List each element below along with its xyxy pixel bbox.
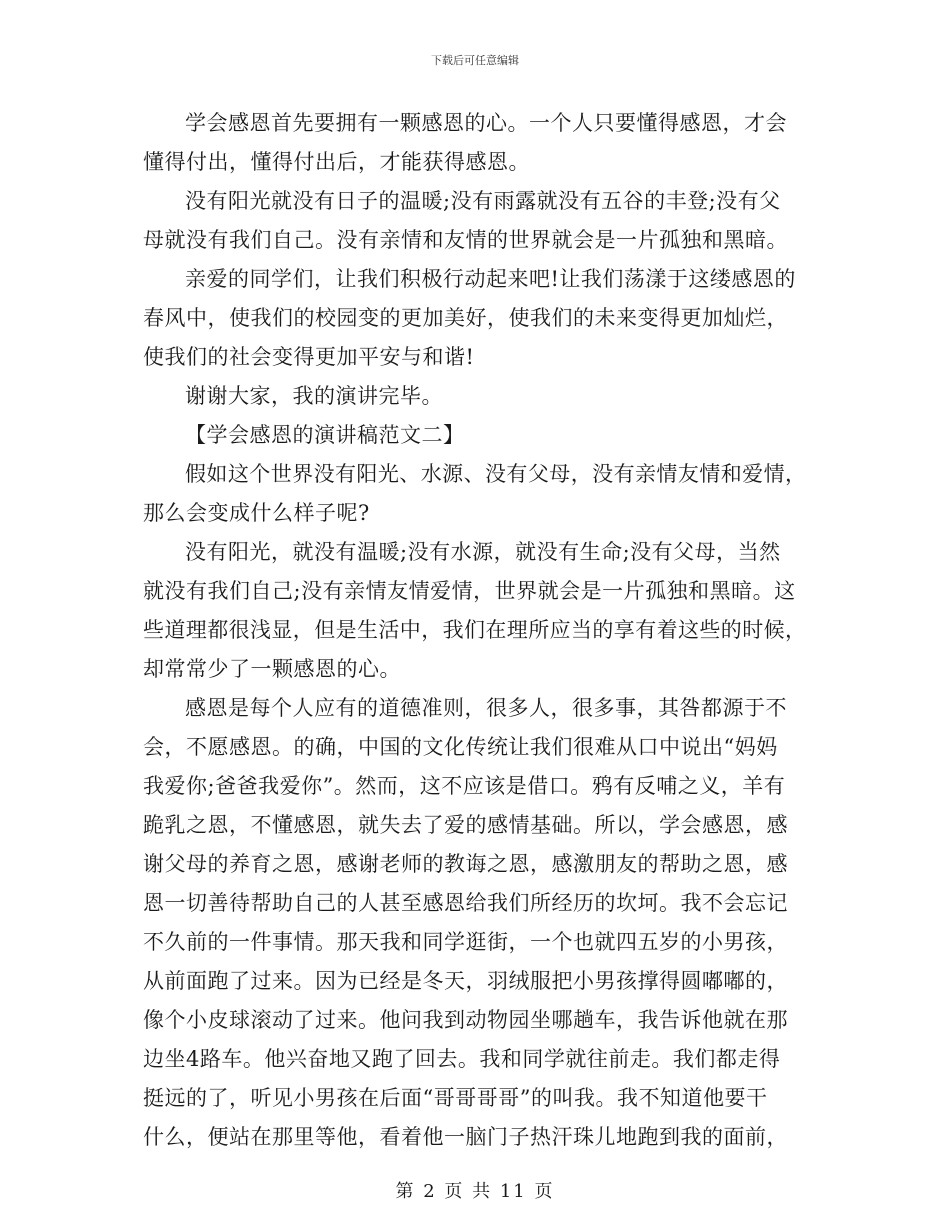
- text-line: 边坐4路车。他兴奋地又跑了回去。我和同学就往前走。我们都走得: [143, 1047, 781, 1071]
- text-line: 学会感恩首先要拥有一颗感恩的心。一个人只要懂得感恩，才会: [185, 111, 787, 135]
- page-footer: 第 2 页 共 11 页: [395, 1181, 555, 1202]
- text-line: 【学会感恩的演讲稿范文二】: [185, 423, 465, 447]
- paragraph: [143, 377, 807, 416]
- text-line: 就没有我们自己;没有亲情友情爱情，世界就会是一片孤独和黑暗。这: [143, 579, 796, 603]
- text-line: 我爱你;爸爸我爱你”。然而，这不应该是借口。鸦有反哺之义，羊有: [143, 774, 786, 798]
- text-line: 没有阳光就没有日子的温暖;没有雨露就没有五谷的丰登;没有父: [185, 189, 781, 213]
- text-line: 没有阳光，就没有温暖;没有水源，就没有生命;没有父母，当然: [185, 540, 781, 564]
- text-line: 却常常少了一颗感恩的心。: [143, 657, 401, 681]
- text-line: 跪乳之恩，不懂感恩，就失去了爱的感情基础。所以，学会感恩，感: [143, 813, 788, 837]
- text-line: 使我们的社会变得更加平安与和谐!: [143, 345, 475, 369]
- paragraph: [143, 533, 807, 689]
- paragraph: [143, 182, 807, 260]
- text-line: 感恩是每个人应有的道德准则，很多人，很多事，其咎都源于不: [185, 696, 787, 720]
- text-line: 从前面跑了过来。因为已经是冬天，羽绒服把小男孩撑得圆嘟嘟的，: [143, 969, 788, 993]
- text-line: 挺远的了，听见小男孩在后面“哥哥哥哥”的叫我。我不知道他要干: [143, 1086, 768, 1110]
- paragraph: [143, 104, 807, 182]
- text-line: 不久前的一件事情。那天我和同学逛街，一个也就四五岁的小男孩，: [143, 930, 788, 954]
- paragraph: [143, 689, 807, 1157]
- paragraph: [143, 260, 807, 377]
- body-text: [143, 104, 807, 1157]
- text-line: 母就没有我们自己。没有亲情和友情的世界就会是一片孤独和黑暗。: [143, 228, 788, 252]
- text-line: 恩一切善待帮助自己的人甚至感恩给我们所经历的坎坷。我不会忘记: [143, 891, 788, 915]
- text-line: 会，不愿感恩。的确，中国的文化传统让我们很难从口中说出“妈妈: [143, 735, 778, 759]
- text-line: 像个小皮球滚动了过来。他问我到动物园坐哪趟车，我告诉他就在那: [143, 1008, 788, 1032]
- text-line: 懂得付出，懂得付出后，才能获得感恩。: [143, 150, 530, 174]
- paragraph: [143, 455, 807, 533]
- text-line: 什么，便站在那里等他，看着他一脑门子热汗珠儿地跑到我的面前，: [143, 1125, 788, 1149]
- paragraph: [143, 416, 807, 455]
- text-line: 假如这个世界没有阳光、水源、没有父母，没有亲情友情和爱情，: [185, 462, 807, 486]
- text-line: 春风中，使我们的校园变的更加美好，使我们的未来变得更加灿烂，: [143, 306, 788, 330]
- page-header: 下载后可任意编辑: [431, 54, 519, 67]
- text-line: 些道理都很浅显，但是生活中，我们在理所应当的享有着这些的时候，: [143, 618, 807, 642]
- text-line: 那么会变成什么样子呢?: [143, 501, 370, 525]
- text-line: 亲爱的同学们，让我们积极行动起来吧!让我们荡漾于这缕感恩的: [185, 267, 796, 291]
- text-line: 谢谢大家，我的演讲完毕。: [185, 384, 443, 408]
- text-line: 谢父母的养育之恩，感谢老师的教诲之恩，感激朋友的帮助之恩，感: [143, 852, 788, 876]
